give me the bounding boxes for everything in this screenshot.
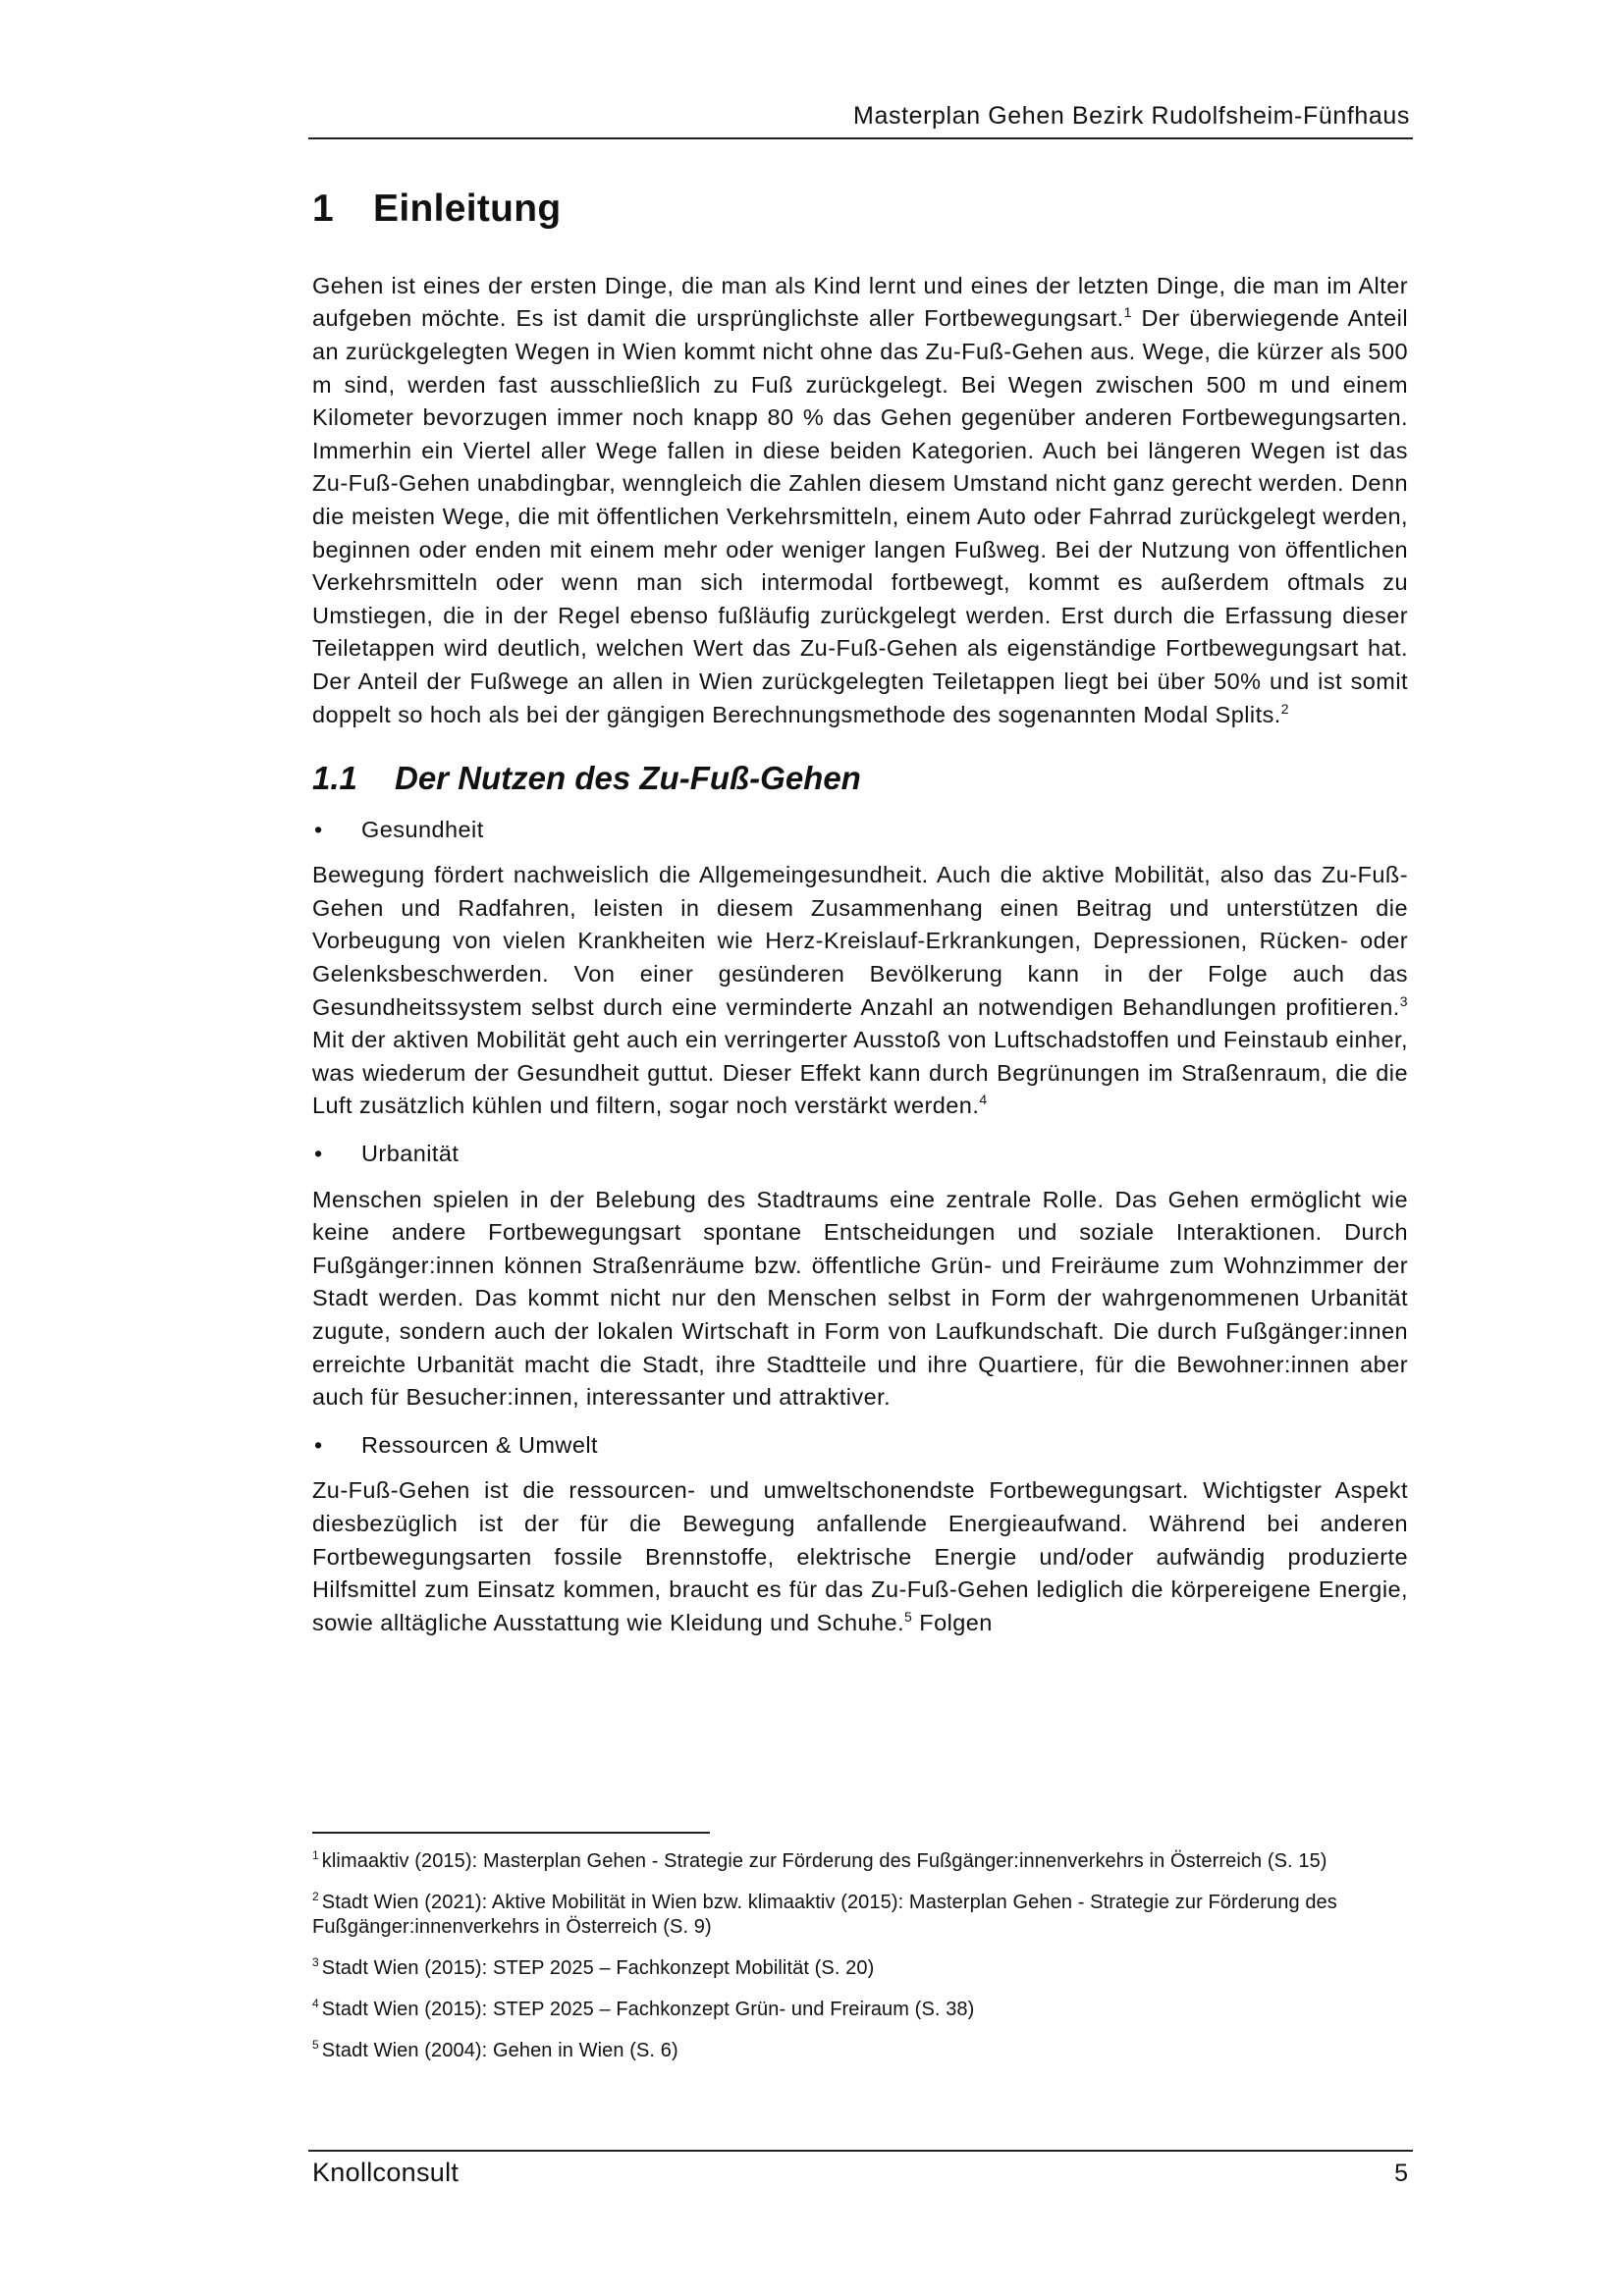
footnote-separator: [312, 1832, 710, 1834]
ressourcen-text-cont: Folgen: [912, 1609, 993, 1635]
footnote: $^4$ Stadt Wien (2015): STEP 2025 – Fachkonzept Grün- und Freiraum (S. 38): [312, 1997, 975, 2020]
section-heading: [312, 759, 1408, 798]
section-title: Der Nutzen des Zu-Fuß-Gehen: [395, 760, 861, 797]
main-content: [312, 187, 1408, 1639]
footer-rule: [308, 2150, 1413, 2152]
bullet-gesundheit: [312, 814, 1408, 847]
running-header: Masterplan Gehen Bezirk Rudolfsheim-Fünfhaus: [853, 102, 1410, 130]
bullet-label: Urbanität: [361, 1141, 460, 1167]
bullet-icon: •: [314, 816, 323, 842]
bullet-icon: •: [314, 1141, 323, 1167]
bullet-ressourcen: [312, 1429, 1408, 1463]
gesundheit-text: Bewegung fördert nachweislich die Allgemeingesundheit. Auch die aktive Mobilität, also das Zu-Fuß-Gehen und Radfahren, leisten in diesem Zusammenhang einen Beitrag und unterstützen die Vorbeugung von vielen Krankheiten wie Herz-Kreislauf-Erkrankungen, Depressionen, Rücken- oder Gelenksbeschwerden. Von einer gesünderen Bevölkerung kann in der Folge auch das Gesundheitssystem selbst durch eine verminderte Anzahl an notwendigen Behandlungen profitieren.: [312, 862, 1408, 1020]
footnote-ref-3: 3: [1399, 992, 1408, 1009]
urbanitaet-paragraph: Menschen spielen in der Belebung des Stadtraums eine zentrale Rolle. Das Gehen ermöglicht wie keine andere Fortbewegungsart spontane Entscheidungen und soziale Interaktionen. Durch Fußgänger:innen können Straßenräume bzw. öffentliche Grün- und Freiräume zum Wohnzimmer der Stadt werden. Das kommt nicht nur den Menschen selbst in Form der wahrgenommenen Urbanität zugute, sondern auch der lokalen Wirtschaft in Form von Laufkundschaft. Die durch Fußgänger:innen erreichte Urbanität macht die Stadt, ihre Stadtteile und ihre Quartiere, für die Bewohner:innen aber auch für Besucher:innen, interessanter und attraktiver.: [312, 1186, 1408, 1411]
footnote: $^2$ Stadt Wien (2021): Aktive Mobilität in Wien bzw. klimaaktiv (2015): Masterplan Gehen - Strategie zur Förderung des Fußgänger:innenverkehrs in Österreich (S. 9): [312, 1890, 1337, 1938]
footnote: $^5$ Stadt Wien (2004): Gehen in Wien (S. 6): [312, 2038, 678, 2061]
chapter-number: 1: [312, 187, 334, 230]
footnote-ref-5: 5: [904, 1608, 913, 1625]
chapter-heading: [312, 187, 1408, 233]
intro-text-cont: Der überwiegende Anteil an zurückgelegten Wegen in Wien kommt nicht ohne das Zu-Fuß-Gehen aus. Wege, die kürzer als 500 m sind, werden fast ausschließlich zu Fuß zurückgelegt. Bei Wegen zwischen 500 m und einem Kilometer bevorzugen immer noch knapp 80 % das Gehen gegenüber anderen Fortbewegungsarten. Immerhin ein Viertel aller Wege fallen in diese beiden Kategorien. Auch bei längeren Wegen ist das Zu-Fuß-Gehen unabdingbar, wenngleich die Zahlen diesem Umstand nicht ganz gerecht werden. Denn die meisten Wege, die mit öffentlichen Verkehrsmitteln, einem Auto oder Fahrrad zurückgelegt werden, beginnen oder enden mit einem mehr oder weniger langen Fußweg. Bei der Nutzung von öffentlichen Verkehrsmitteln oder wenn man sich intermodal fortbewegt, kommt es außerdem oftmals zu Umstiegen, die in der Regel ebenso fußläufig zurückgelegt werden. Erst durch die Erfassung dieser Teiletappen wird deutlich, welchen Wert das Zu-Fuß-Gehen als eigenständige Fortbewegungsart hat. Der Anteil der Fußwege an allen in Wien zurückgelegten Teiletappen liegt bei über 50% und ist somit doppelt so hoch als bei der gängigen Berechnungsmethode des sogenannten Modal Splits.: [312, 305, 1408, 727]
footnote-ref-1: 1: [1123, 304, 1132, 321]
bullet-icon: •: [314, 1431, 323, 1458]
footnote-ref-2: 2: [1280, 700, 1290, 717]
footnotes: [312, 1849, 1408, 2080]
footnote: $^3$ Stadt Wien (2015): STEP 2025 – Fachkonzept Mobilität (S. 20): [312, 1955, 875, 1979]
bullet-label: Gesundheit: [361, 816, 484, 842]
intro-paragraph: [312, 270, 1408, 731]
intro-text: Gehen ist eines der ersten Dinge, die man als Kind lernt und eines der letzten Dinge, die man im Alter aufgeben möchte. Es ist damit die ursprünglichste aller Fortbewegungsart.: [312, 272, 1408, 332]
section-number: 1.1: [312, 760, 357, 797]
ressourcen-paragraph: [312, 1474, 1408, 1639]
gesundheit-text-cont: Mit der aktiven Mobilität geht auch ein verringerter Ausstoß von Luftschadstoffen und Feinstaub einher, was wiederum der Gesundheit guttut. Dieser Effekt kann durch Begrünungen im Straßenraum, die die Luft zusätzlich kühlen und filtern, sogar noch verstärkt werden.: [312, 1027, 1408, 1119]
footnote: $^1$ klimaaktiv (2015): Masterplan Gehen - Strategie zur Förderung des Fußgänger:innenverkehrs in Österreich (S. 15): [312, 1848, 1327, 1872]
footer-company: Knollconsult: [312, 2158, 460, 2187]
chapter-title: Einleitung: [373, 187, 562, 230]
page-number: 5: [1394, 2160, 1408, 2187]
bullet-urbanitaet: [312, 1138, 1408, 1171]
footnote-ref-4: 4: [979, 1092, 988, 1108]
ressourcen-text: Zu-Fuß-Gehen ist die ressourcen- und umweltschonendste Fortbewegungsart. Wichtigster Aspekt diesbezüglich ist der für die Bewegung anfallende Energieaufwand. Während bei anderen Fortbewegungsarten fossile Brennstoffe, elektrische Energie und/oder aufwändig produzierte Hilfsmittel zum Einsatz kommen, braucht es für das Zu-Fuß-Gehen lediglich die körpereigene Energie, sowie alltägliche Ausstattung wie Kleidung und Schuhe.: [312, 1477, 1408, 1635]
bullet-label: Ressourcen & Umwelt: [361, 1431, 599, 1458]
header-rule: [308, 137, 1413, 139]
gesundheit-paragraph: [312, 859, 1408, 1123]
